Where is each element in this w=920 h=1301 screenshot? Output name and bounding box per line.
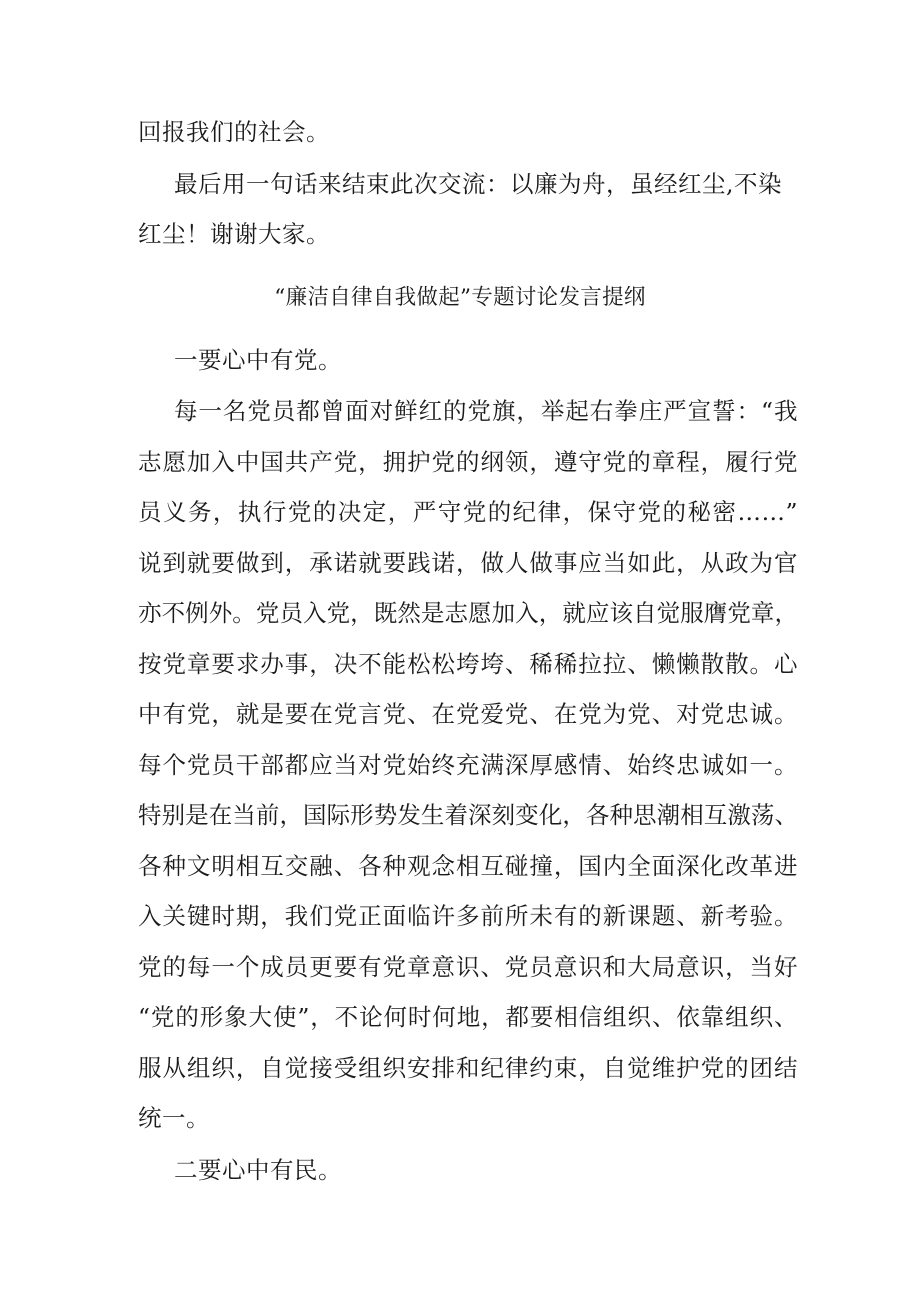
paragraph-line: 各种文明相互交融、各种观念相互碰撞，国内全面深化改革进	[138, 852, 798, 880]
section-heading: 一要心中有党。	[174, 346, 342, 374]
paragraph-line: 亦不例外。党员入党，既然是志愿加入，就应该自觉服膺党章，	[138, 599, 798, 627]
paragraph-line: 说到就要做到，承诺就要践诺，做人做事应当如此，从政为官	[138, 549, 798, 577]
paragraph-line: 统一。	[138, 1104, 210, 1132]
paragraph-line: 特别是在当前，国际形势发生着深刻变化，各种思潮相互激荡、	[138, 801, 798, 829]
paragraph-line: 每一名党员都曾面对鲜红的党旗，举起右拳庄严宣誓：“我	[174, 397, 798, 425]
paragraph-line: 每个党员干部都应当对党始终充满深厚感情、始终忠诚如一。	[138, 751, 798, 779]
section-heading: 二要心中有民。	[174, 1156, 342, 1184]
paragraph-line: “党的形象大使”，不论何时何地，都要相信组织、依靠组织、	[138, 1003, 798, 1031]
paragraph-line: 党的每一个成员更要有党章意识、党员意识和大局意识，当好	[138, 953, 798, 981]
paragraph-line: 按党章要求办事，决不能松松垮垮、稀稀拉拉、懒懒散散。心	[138, 650, 798, 678]
paragraph-line: 员义务，执行党的决定，严守党的纪律，保守党的秘密……”	[138, 498, 798, 526]
paragraph-line: 服从组织，自觉接受组织安排和纪律约束，自觉维护党的团结	[138, 1054, 798, 1082]
paragraph-line: 入关键时期，我们党正面临许多前所未有的新课题、新考验。	[138, 902, 798, 930]
section-title: “廉洁自律自我做起”专题讨论发言提纲	[274, 285, 646, 310]
paragraph-line: 志愿加入中国共产党，拥护党的纲领，遵守党的章程，履行党	[138, 448, 798, 476]
paragraph-line: 最后用一句话来结束此次交流：以廉为舟，虽经红尘,不染	[174, 170, 782, 198]
paragraph-line: 红尘！谢谢大家。	[138, 220, 330, 248]
paragraph-line: 中有党，就是要在党言党、在党爱党、在党为党、对党忠诚。	[138, 700, 798, 728]
paragraph-line: 回报我们的社会。	[138, 118, 330, 146]
